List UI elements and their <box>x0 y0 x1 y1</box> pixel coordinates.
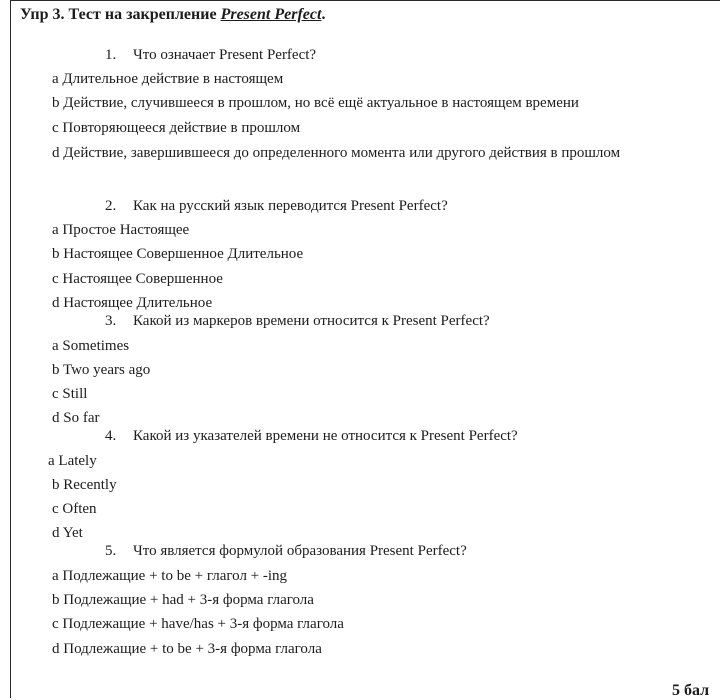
option-5c: c Подлежащие + have/has + 3-я форма глагола <box>52 616 344 632</box>
option-3b: b Two years ago <box>52 362 151 378</box>
title-prefix: Упр 3. Тест на закрепление <box>20 6 221 23</box>
option-1b: b Действие, случившееся в прошлом, но всё ещё актуальное в настоящем времени <box>52 95 579 111</box>
option-4a: a Lately <box>48 453 97 469</box>
option-5b: b Подлежащие + had + 3-я форма глагола <box>52 592 314 608</box>
option-5d: d Подлежащие + to be + 3-я форма глагола <box>52 641 322 657</box>
question-text: Какой из указателей времени не относится к Present Perfect? <box>133 428 518 444</box>
question-1 <box>105 47 316 64</box>
score-label: 5 бал <box>672 682 710 699</box>
option-4c: c Often <box>52 501 97 517</box>
option-2a: a Простое Настоящее <box>52 222 190 238</box>
question-number: 1. <box>105 47 117 63</box>
option-1a: a Длительное действие в настоящем <box>52 71 284 87</box>
title-suffix: . <box>321 6 326 23</box>
page-border-top <box>11 0 720 1</box>
option-3a: a Sometimes <box>52 338 130 354</box>
option-2d: d Настоящее Длительное <box>52 295 213 311</box>
question-number: 5. <box>105 543 117 559</box>
question-2 <box>105 198 448 215</box>
option-1c: c Повторяющееся действие в прошлом <box>52 120 301 136</box>
option-2c: c Настоящее Совершенное <box>52 271 223 287</box>
option-2b: b Настоящее Совершенное Длительное <box>52 246 304 262</box>
option-1d: d Действие, завершившееся до определенного момента или другого действия в прошлом <box>52 145 621 161</box>
exercise-title <box>20 6 325 24</box>
question-text: Что означает Present Perfect? <box>133 47 317 63</box>
question-4 <box>105 428 518 445</box>
question-5 <box>105 543 467 560</box>
question-text: Как на русский язык переводится Present Perfect? <box>133 198 448 214</box>
question-number: 3. <box>105 313 117 329</box>
option-3d: d So far <box>52 410 100 426</box>
option-3c: c Still <box>52 386 88 402</box>
question-3 <box>105 313 490 330</box>
title-emphasis: Present Perfect <box>220 6 322 23</box>
question-text: Что является формулой образования Present Perfect? <box>133 543 467 559</box>
option-4b: b Recently <box>52 477 117 493</box>
page-border-left <box>10 0 11 698</box>
option-5a: a Подлежащие + to be + глагол + -ing <box>52 568 288 584</box>
question-number: 2. <box>105 198 117 214</box>
question-number: 4. <box>105 428 117 444</box>
question-text: Какой из маркеров времени относится к Present Perfect? <box>133 313 490 329</box>
option-4d: d Yet <box>52 525 83 541</box>
